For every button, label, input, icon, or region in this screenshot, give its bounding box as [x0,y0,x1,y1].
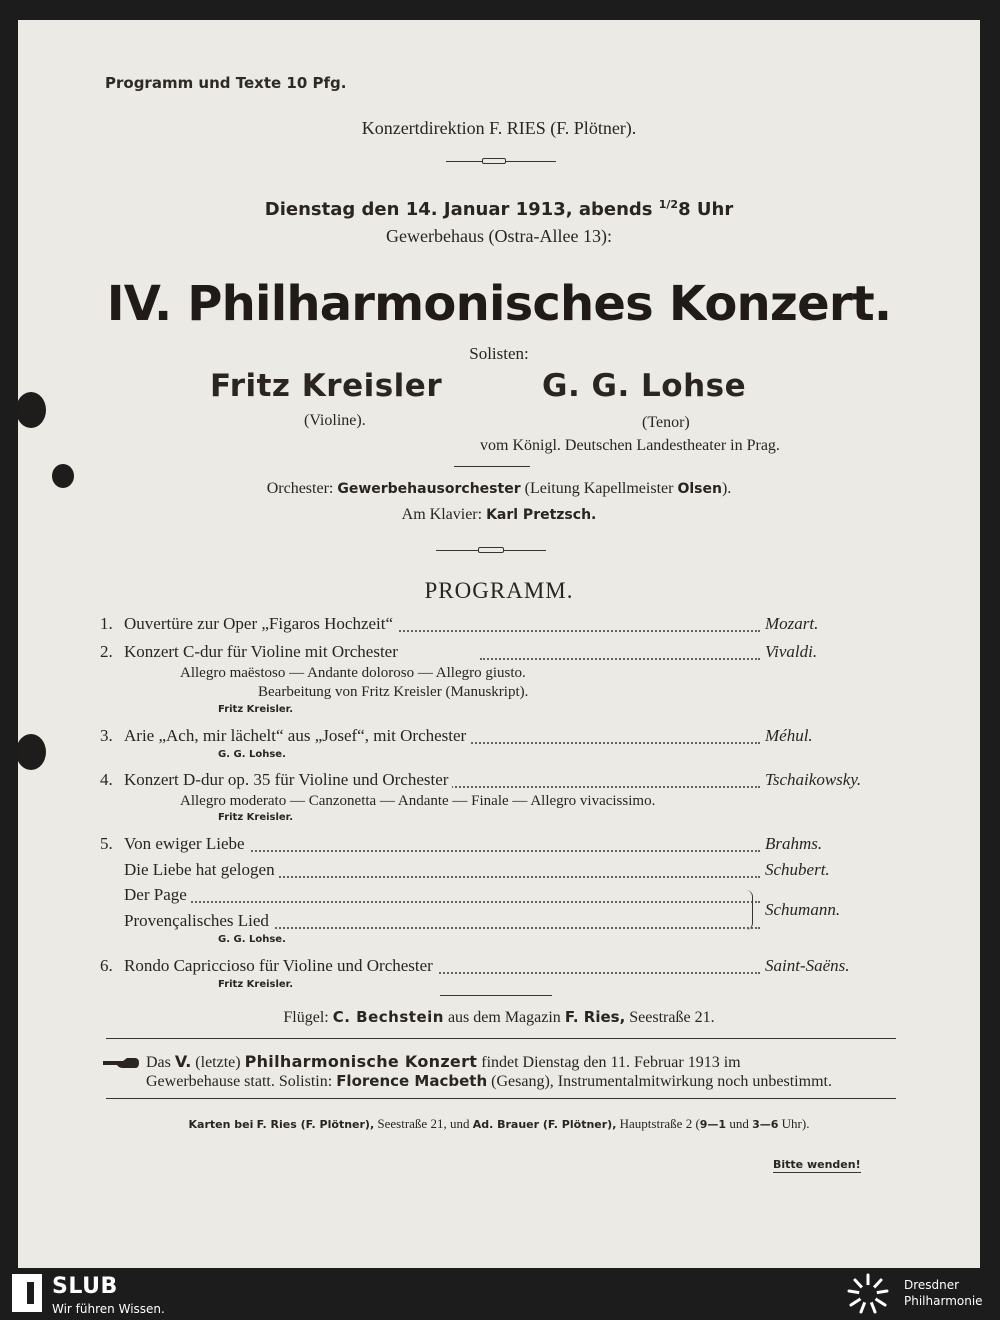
fluegel-label: Flügel: [283,1009,329,1026]
orchestra-lead: (Leitung Kapellmeister [524,480,674,497]
next-text: Gewerbehause statt. Solistin: [146,1073,333,1090]
next-text: (letzte) [195,1054,241,1071]
ticket-vendor: F. Ries (F. Plötner), [256,1118,375,1131]
schumann-brace [746,890,753,930]
item-movements: Allegro maëstoso — Andante doloroso — Allegro giusto. [180,665,526,681]
soloist-role-lohse: (Tenor) [642,414,690,431]
next-concert-line-1 [146,1052,741,1072]
ticket-text: Uhr). [781,1116,810,1131]
shop-name: F. Ries, [564,1008,626,1026]
item-composer: Méhul. [765,726,813,745]
punch-hole [18,734,46,770]
orchestra-line [18,480,980,498]
please-turn-note: Bitte wenden! [773,1158,861,1171]
footer-bar [0,1268,1000,1320]
piano-label: Am Klavier: [401,506,483,523]
program-item [100,726,860,748]
item-performer: Fritz Kreisler. [218,812,293,823]
item-title: Arie „Ach, mir lächelt“ aus „Josef“, mit Orchester [124,726,470,746]
slub-logo-icon [12,1274,42,1312]
next-number: V. [174,1052,192,1071]
program-item [100,956,860,978]
soloists-label: Solisten: [469,344,529,363]
item-number: 5. [100,834,113,853]
divider-ornament [482,158,506,164]
ticket-text: Seestraße 21, und [377,1116,470,1131]
item-number: 4. [100,770,113,789]
piano-brand: C. Bechstein [332,1008,444,1026]
divider [440,995,552,996]
concert-title: IV. Philharmonisches Konzert. [106,276,892,332]
date-hour: 8 Uhr [678,199,734,220]
next-soloist: Florence Macbeth [336,1072,488,1090]
item-composer: Brahms. [765,834,823,853]
item-title: Konzert D-dur op. 35 für Violine und Orchester [124,770,452,790]
pianist-name: Karl Pretzsch. [486,507,597,523]
ticket-text: Karten bei [188,1118,254,1131]
item-number: 6. [100,956,113,975]
footer-partner-line-2: Philharmonie [904,1294,983,1308]
next-text: Das [146,1054,171,1071]
program-item [100,614,860,636]
venue: Gewerbehaus (Ostra-Allee 13): [386,226,612,246]
item-title: Provençalisches Lied [124,911,273,931]
item-arrangement: Bearbeitung von Fritz Kreisler (Manuskript). [258,684,529,700]
orchestra-label: Orchester: [266,480,334,497]
item-composer: Saint-Saëns. [765,956,850,975]
item-number: 1. [100,614,113,633]
item-performer: G. G. Lohse. [218,749,286,760]
next-concert-title: Philharmonische Konzert [244,1052,478,1071]
divider [106,1038,896,1039]
item-performer: Fritz Kreisler. [218,979,293,990]
item-performer: Fritz Kreisler. [218,704,293,715]
item-title: Die Liebe hat gelogen [124,860,279,880]
program-item [100,860,860,882]
item-number: 3. [100,726,113,745]
footer-partner-line-1: Dresdner [904,1278,960,1292]
orchestra-name: Gewerbehausorchester [337,481,521,497]
divider [106,1098,896,1099]
item-title: Von ewiger Liebe [124,834,249,854]
ticket-text: und [729,1116,749,1131]
program-item [100,642,860,664]
item-title: Rondo Capriccioso für Violine und Orchester [124,956,437,976]
program-item [100,834,860,856]
ticket-hours: 3—6 [752,1118,779,1131]
footer-tagline: Wir führen Wissen. [52,1302,165,1316]
next-text: (Gesang), Instrumentalmitwirkung noch unbestimmt. [491,1073,832,1090]
next-text: findet Dienstag den 11. Februar 1913 im [481,1054,741,1071]
program-item [100,770,860,792]
divider [454,466,530,467]
footer-org: SLUB [52,1274,118,1299]
ticket-hours: 9—1 [699,1118,727,1131]
item-title: Der Page [124,885,191,905]
conductor-name: Olsen [677,481,722,497]
date-fraction: 1/2 [658,198,679,211]
concert-program-page [18,20,980,1268]
item-performer: G. G. Lohse. [218,934,286,945]
item-composer: Schubert. [765,860,830,879]
program-heading: PROGRAMM. [424,578,574,603]
ticket-line [18,1116,980,1132]
item-number: 2. [100,642,113,661]
pointing-hand-icon [101,1056,141,1070]
date-line [18,198,980,220]
price-note: Programm und Texte 10 Pfg. [105,74,347,92]
item-composer: Mozart. [765,614,819,633]
philharmonie-logo-icon [842,1272,894,1316]
soloist-name-kreisler: Fritz Kreisler [210,368,443,404]
ticket-text: Hauptstraße 2 ( [619,1116,700,1131]
orchestra-lead-end: ). [721,480,732,497]
soloist-role-kreisler: (Violine). [304,412,366,429]
fluegel-mid: aus dem Magazin [447,1009,561,1026]
item-title: Konzert C-dur für Violine mit Orchester [124,642,402,662]
date-text: Dienstag den 14. Januar 1913, abends [264,199,659,220]
fluegel-line [18,1008,980,1027]
punch-hole [18,392,46,428]
item-composer: Tschaikowsky. [765,770,862,789]
next-concert-line-2 [146,1072,832,1091]
shop-address: Seestraße 21. [629,1009,715,1026]
concert-direction: Konzertdirektion F. RIES (F. Plötner). [361,118,637,138]
soloist-note-lohse: vom Königl. Deutschen Landestheater in Prag. [480,437,780,454]
divider-ornament [478,547,504,553]
item-composer: Vivaldi. [765,642,818,661]
item-title: Ouvertüre zur Oper „Figaros Hochzeit“ [124,614,397,634]
soloist-name-lohse: G. G. Lohse [542,368,747,404]
ticket-vendor: Ad. Brauer (F. Plötner), [472,1118,617,1131]
item-movements: Allegro moderato — Canzonetta — Andante — Finale — Allegro vivacissimo. [180,793,656,809]
piano-line [18,506,980,524]
item-composer-group: Schumann. [765,900,841,919]
